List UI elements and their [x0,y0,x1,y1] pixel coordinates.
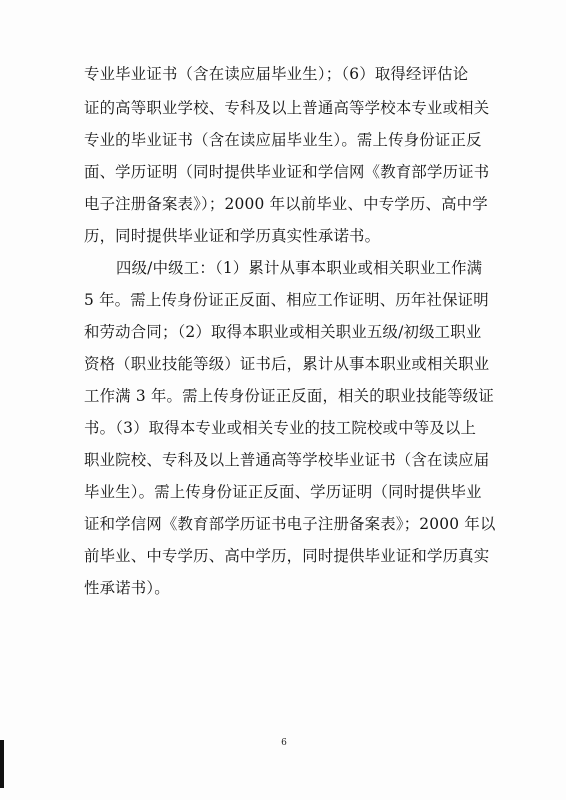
text-line: 前毕业、中专学历、高中学历，同时提供毕业证和学历真实 [84,547,490,565]
paragraph-first-line: 四级/中级工：（1）累计从事本职业或相关职业工作满 [116,259,483,277]
text-line: 和劳动合同；（2）取得本职业或相关职业五级/初级工职业 [84,323,482,341]
text-line: 职业院校、专科及以上普通高等学校毕业证书（含在读应届 [84,451,490,469]
text-line: 毕业生）。需上传身份证正反面、学历证明（同时提供毕业 [84,483,482,501]
text-line: 性承诺书）。 [84,579,170,597]
page-number: 6 [281,738,287,748]
text-line: 面、学历证明（同时提供毕业证和学信网《教育部学历证书 [84,163,490,181]
text-line: 工作满 3 年。需上传身份证正反面，相关的职业技能等级证 [84,387,494,405]
text-line: 证和学信网《教育部学历证书电子注册备案表》；2000 年以 [84,515,496,533]
text-line: 书。（3）取得本专业或相关专业的技工院校或中等及以上 [84,419,477,437]
text-line: 专业毕业证书（含在读应届毕业生）；（6）取得经评估论 [84,65,469,83]
text-line: 电子注册备案表》）；2000 年以前毕业、中专学历、高中学 [84,195,488,213]
text-line: 历，同时提供毕业证和学历真实性承诺书。 [84,227,381,245]
text-line: 证的高等职业学校、专科及以上普通高等学校本专业或相关 [84,99,490,117]
scan-edge-mark [0,740,4,788]
text-line: 资格（职业技能等级）证书后，累计从事本职业或相关职业 [84,355,490,373]
text-line: 5 年。需上传身份证正反面、相应工作证明、历年社保证明 [84,291,489,309]
text-line: 专业的毕业证书（含在读应届毕业生）。需上传身份证正反 [84,131,482,149]
